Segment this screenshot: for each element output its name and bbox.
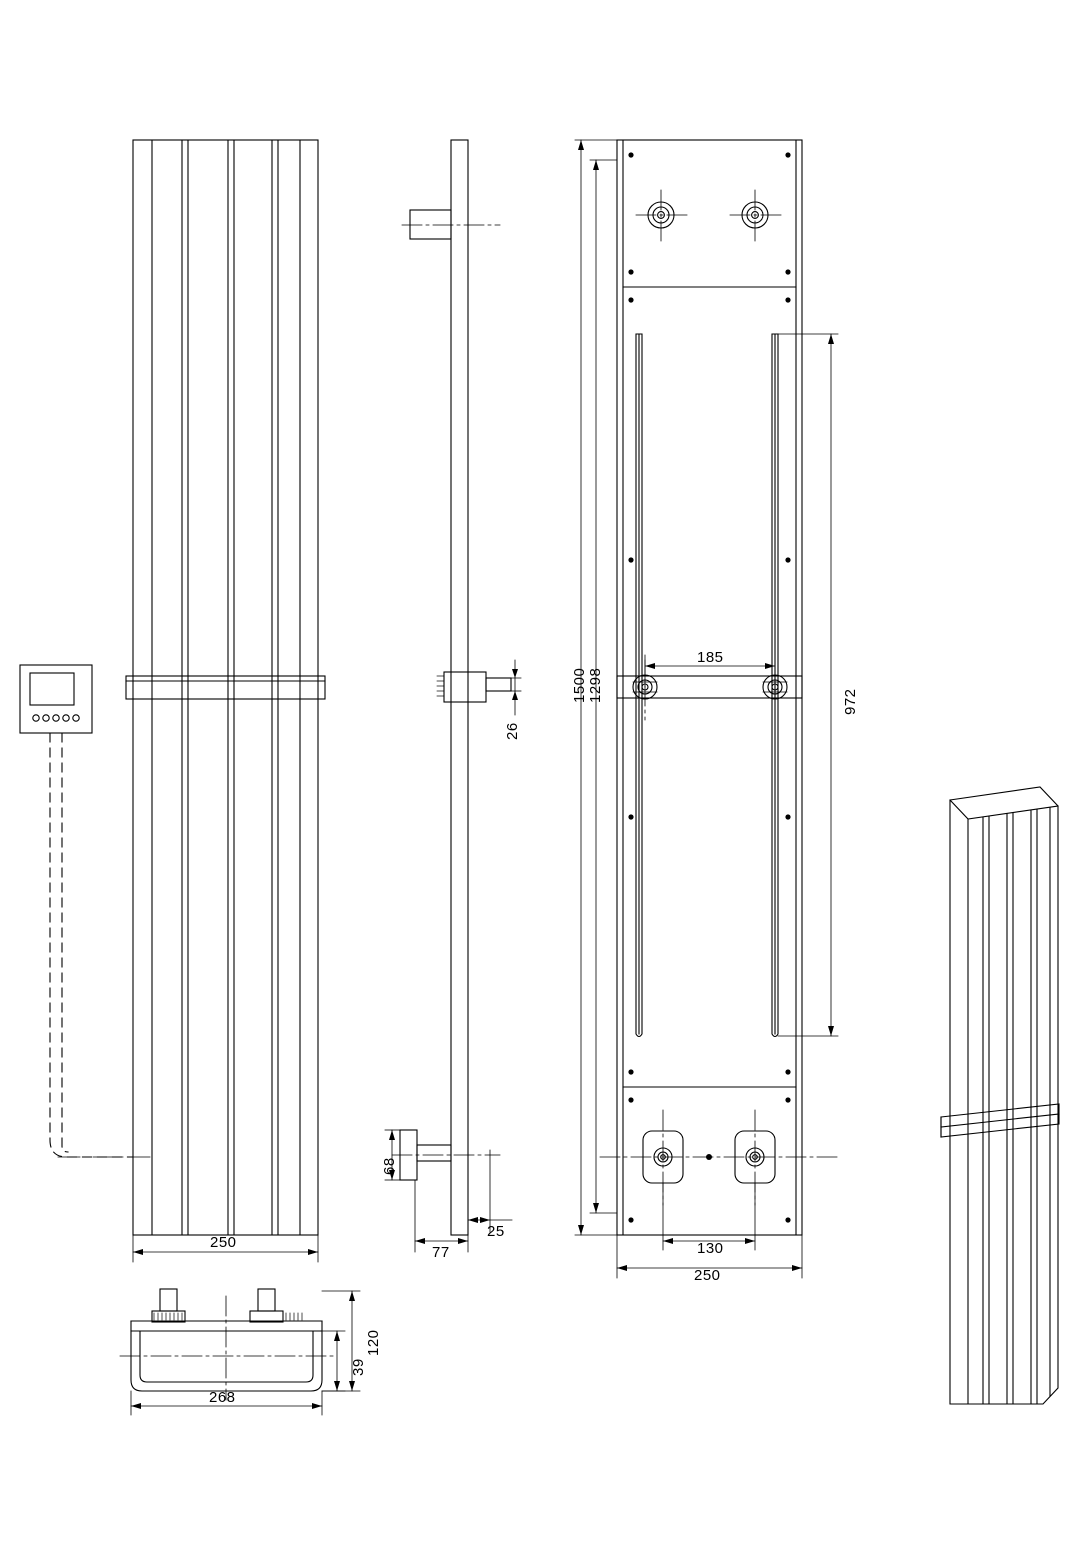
dim-39-section-label: 39 (350, 1358, 367, 1376)
rear-view-geometry (600, 140, 840, 1235)
side-view-geometry (392, 140, 511, 1235)
front-view-geometry (126, 140, 325, 1235)
dim-268-section-label: 268 (209, 1389, 236, 1406)
thermostat-cable (50, 733, 133, 1157)
dim-250-front-label: 250 (210, 1234, 237, 1251)
thermostat-controller (20, 665, 92, 733)
heating-element-left (636, 334, 642, 1037)
dim-185-rear-label: 185 (697, 649, 724, 666)
dim-68-side-label: 68 (381, 1157, 398, 1175)
dim-120-section-label: 120 (365, 1329, 382, 1356)
dim-250-rear-label: 250 (694, 1267, 721, 1284)
dim-26-side-geometry (486, 660, 521, 715)
dim-130-rear-label: 130 (697, 1240, 724, 1257)
dim-972-rear-label: 972 (842, 688, 859, 715)
dim-77-side-label: 77 (432, 1244, 450, 1261)
dim-39-section-geometry (322, 1331, 345, 1391)
dim-120-section-geometry (322, 1291, 360, 1391)
dim-77-side-geometry (415, 1180, 468, 1252)
dim-26-side-label: 26 (504, 722, 521, 740)
isometric-view-geometry (941, 787, 1059, 1404)
dim-25-side-label: 25 (487, 1223, 505, 1240)
section-view-geometry (120, 1289, 335, 1400)
dim-1298-rear-label: 1298 (587, 667, 604, 703)
dim-1500-rear-label: 1500 (571, 667, 588, 703)
